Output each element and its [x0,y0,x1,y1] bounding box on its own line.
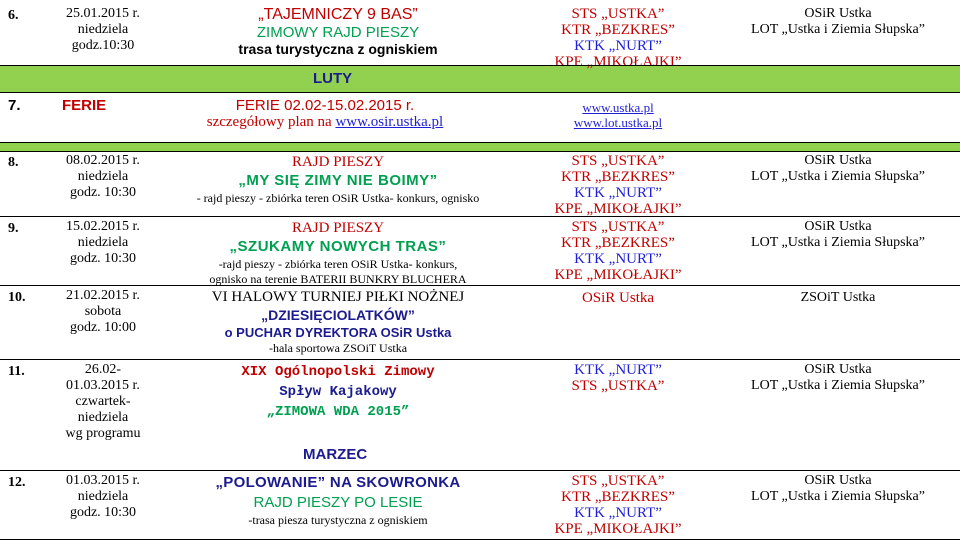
osir-link[interactable]: www.osir.ustka.pl [335,114,444,130]
divider [0,285,960,286]
row-date: 26.02- 01.03.2015 r. czwartek- niedziela wg programu [65,362,141,441]
month-band-spacer [0,143,960,151]
divider [0,359,960,360]
row-date: 01.03.2015 r. niedziela godz. 10:30 [66,473,140,520]
row-event: RAJD PIESZY „SZUKAMY NOWYCH TRAS” -rajd pieszy - zbiórka teren OSiR Ustka- konkurs, ognisko na terenie BATERII BUNKRY BLUCHERA [209,220,467,286]
row-number: 12. [8,475,26,490]
ferie-label: FERIE [62,97,107,114]
row-organizers: STS „USTKA” KTR „BEZKRES” KTK „NURT” KPE „MIKOŁAJKI” [554,6,682,70]
row-number: 8. [8,155,19,170]
row-date: 25.01.2015 r. niedziela godz.10:30 [66,6,140,53]
row-event: FERIE 02.02-15.02.2015 r. szczegółowy plan na www.osir.ustka.pl [206,97,444,130]
row-date: 15.02.2015 r. niedziela godz. 10:30 [66,219,140,266]
row-partners: OSiR Ustka LOT „Ustka i Ziemia Słupska” [751,473,925,504]
divider [0,151,960,152]
event-description: trasa turystyczna z ogniskiem [238,41,438,57]
row-event [160,6,516,58]
row-partners: OSiR Ustka LOT „Ustka i Ziemia Słupska” [751,362,925,393]
row-date: 08.02.2015 r. niedziela godz. 10:30 [66,153,140,200]
divider [0,470,960,471]
row-organizers: STS „USTKA” KTR „BEZKRES” KTK „NURT” KPE „MIKOŁAJKI” [554,473,682,537]
row-organizers: STS „USTKA” KTR „BEZKRES” KTK „NURT” KPE „MIKOŁAJKI” [554,153,682,217]
row-number: 9. [8,221,19,236]
row-number: 7. [8,97,21,114]
row-organizers: STS „USTKA” KTR „BEZKRES” KTK „NURT” KPE „MIKOŁAJKI” [554,219,682,283]
row-event: RAJD PIESZY „MY SIĘ ZIMY NIE BOIMY” - rajd pieszy - zbiórka teren OSiR Ustka- konkurs, ognisko [196,154,480,205]
row-partners: OSiR Ustka LOT „Ustka i Ziemia Słupska” [751,153,925,184]
event-title: „TAJEMNICZY 9 BAS” [258,6,418,23]
row-partners: OSiR Ustka LOT „Ustka i Ziemia Słupska” [751,6,925,37]
divider [0,92,960,93]
month-band-luty [0,66,960,92]
divider [0,539,960,540]
row-number: 6. [8,8,19,23]
row-event: XIX Ogólnopolski Zimowy Spływ Kajakowy „ZIMOWA WDA 2015” [241,364,435,420]
event-subtitle: ZIMOWY RAJD PIESZY [256,24,420,41]
row-event: „POLOWANIE” NA SKOWRONKA RAJD PIESZY PO LESIE -trasa piesza turystyczna z ogniskiem [215,474,461,527]
month-label-marzec: MARZEC [303,446,368,463]
divider [0,142,960,143]
row-organizers: OSiR Ustka [581,290,655,306]
divider [0,65,960,66]
row-partners: ZSOiT Ustka [800,290,876,305]
row-links [518,100,718,130]
lot-ustka-link[interactable]: www.lot.ustka.pl [573,115,663,130]
row-event: VI HALOWY TURNIEJ PIŁKI NOŻNEJ „DZIESIĘCIOLATKÓW” o PUCHAR DYREKTORA OSiR Ustka -hala sportowa ZSOiT Ustka [211,289,465,355]
row-organizers: KTK „NURT” STS „USTKA” [571,362,665,394]
row-partners: OSiR Ustka LOT „Ustka i Ziemia Słupska” [751,219,925,250]
row-number: 11. [8,364,25,379]
ustka-link[interactable]: www.ustka.pl [582,100,654,115]
row-date: 21.02.2015 r. sobota godz. 10:00 [66,288,140,335]
divider [0,216,960,217]
row-number: 10. [8,290,26,305]
month-label-luty: LUTY [313,70,353,87]
